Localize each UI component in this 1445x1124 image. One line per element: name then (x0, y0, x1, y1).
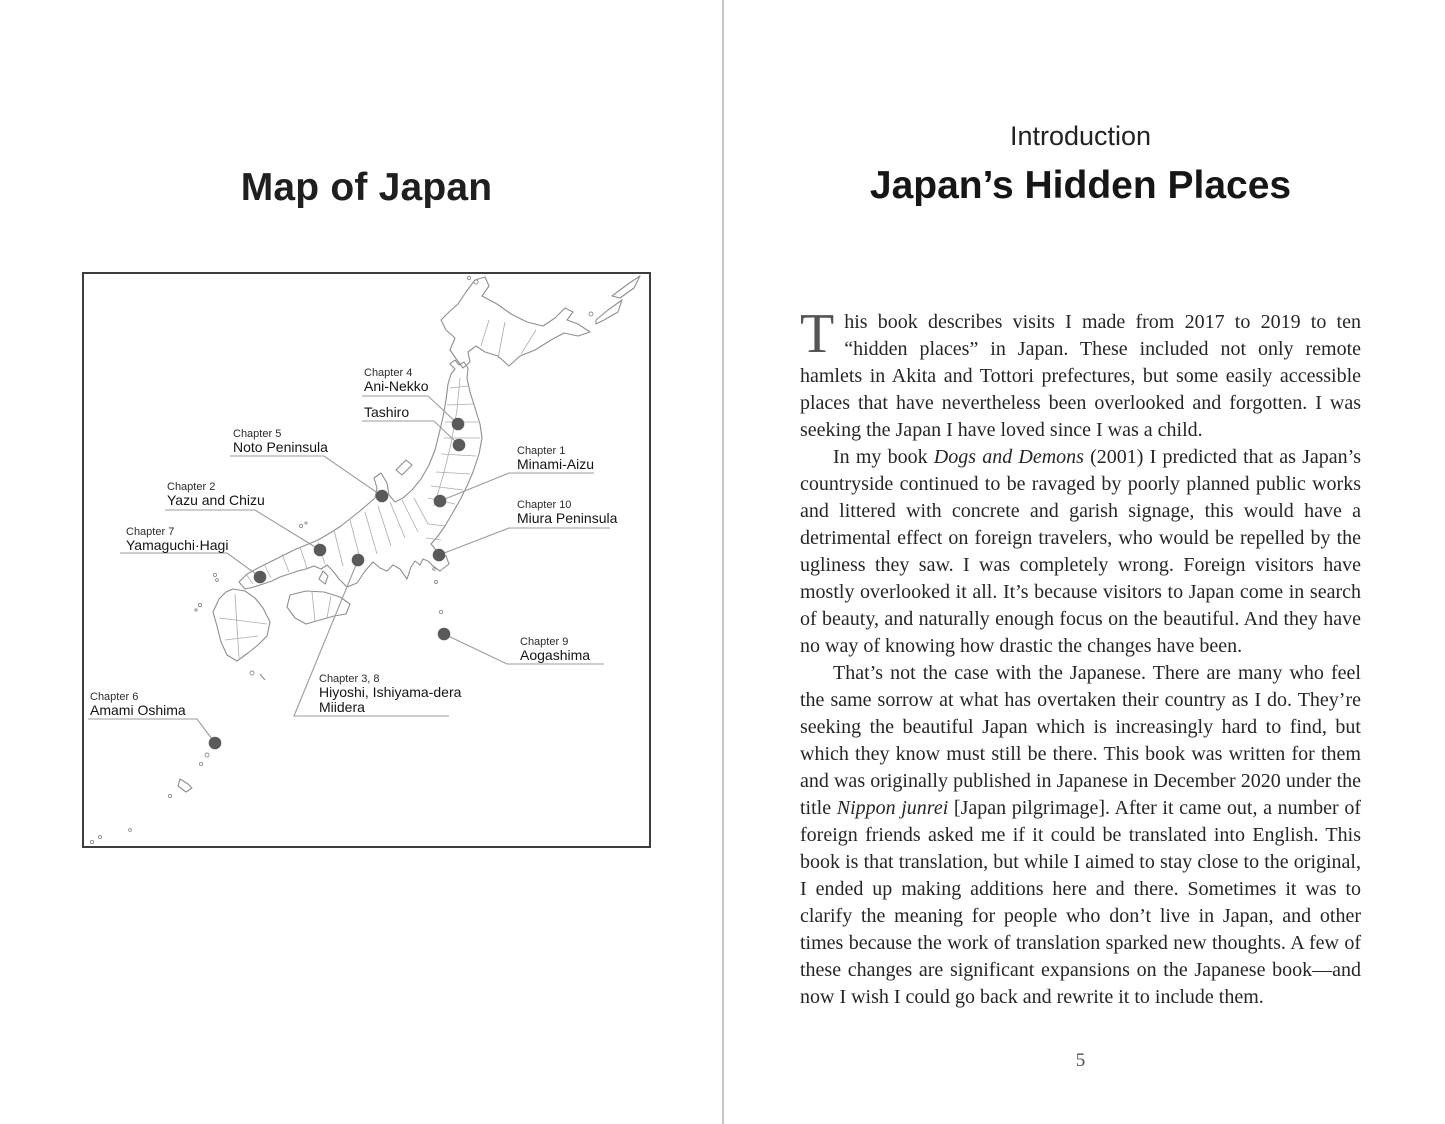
japan-coastline (90, 276, 640, 844)
map-place-label: Minami-Aizu (517, 456, 595, 472)
paragraph (800, 444, 1361, 660)
map-leader-line (362, 421, 459, 445)
text-segment: [Japan pilgrimage]. After it came out, a number of foreign friends asked me if it could be translated into English. This book is that translation, but while I aimed to stay close to the original, I ended up making additions here and there. Sometimes it was to clarify the meaning for people who don’t live in Japan, and other times because the work of translation sparked new thoughts. A few of these changes are significant expansions on the Japanese book—and now I wish I could go back and rewrite it to include them. (800, 797, 1361, 1008)
map-leader-line (440, 473, 594, 501)
text-segment: In my book (833, 446, 934, 468)
map-location-dot (433, 549, 446, 562)
map-chapter-label: Chapter 3, 8 (319, 673, 380, 685)
right-page (800, 0, 1361, 1124)
map-chapter-label: Chapter 5 (233, 428, 282, 440)
map-location-dot (376, 490, 389, 503)
map-location-dot (314, 544, 327, 557)
page-number: 5 (1075, 1050, 1086, 1071)
text-segment: his book describes visits I made from 2017 to 2019 to ten “hidden places” in Japan. These included not only remote hamlets in Akita and Tottori prefectures, but some easily accessible places that have nevertheless been overlooked and forgotten. I was seeking the Japan I have loved since I was a child. (800, 311, 1361, 441)
japan-map (84, 274, 649, 846)
map-location-dot (438, 628, 451, 641)
body-text (800, 303, 1361, 1011)
map-chapter-label: Chapter 2 (167, 481, 216, 493)
chapter-title: Japan’s Hidden Places (869, 164, 1292, 207)
italic-text: Nippon junrei (836, 797, 949, 819)
map-page-title: Map of Japan (240, 166, 493, 209)
map-place-label: Yamaguchi·Hagi (126, 537, 229, 553)
map-chapter-label: Chapter 1 (517, 445, 566, 457)
map-place-label: Amami Oshima (90, 702, 186, 718)
map-location-dot (352, 554, 365, 567)
map-location-dot (434, 495, 447, 508)
map-location-dot (254, 571, 267, 584)
map-place-label: Miura Peninsula (517, 510, 618, 526)
paragraph (800, 303, 1361, 444)
japan-map-figure (82, 272, 651, 848)
text-segment: (2001) I predicted that as Japan’s countryside continued to be ravaged by poorly planned public works and littered with concrete and garish signage, this would have a detrimental effect on foreign travelers, who would be repelled by the ugliness they saw. I was completely wrong. Foreign visitors have mostly overlooked it all. It’s because visitors to Japan come in search of beauty, and naturally enough focus on the beautiful. And they have no way of knowing how drastic the changes have been. (800, 446, 1361, 657)
map-place-label: Yazu and Chizu (167, 492, 265, 508)
map-place-label: Miidera (319, 699, 365, 715)
map-place-label: Aogashima (520, 647, 591, 663)
map-location-dot (452, 418, 465, 431)
italic-text: Dogs and Demons (933, 446, 1084, 468)
map-chapter-label: Chapter 6 (90, 691, 139, 703)
map-leader-line (120, 553, 260, 577)
map-place-label: Ani-Nekko (364, 378, 429, 394)
map-location-dot (453, 439, 466, 452)
map-place-label: Hiyoshi, Ishiyama-dera (319, 684, 462, 700)
chapter-kicker: Introduction (1009, 121, 1152, 151)
text-segment: That’s not the case with the Japanese. There are many who feel the same sorrow at what has overtaken their country as I do. They’re seeking the beautiful Japan which is increasingly hard to find, but which they know must still be there. This book was written for them and was originally published in Japanese in December 2020 under the title (800, 662, 1361, 819)
page-divider (722, 0, 724, 1124)
paragraph (800, 660, 1361, 1011)
map-chapter-label: Chapter 10 (517, 499, 572, 511)
map-chapter-label: Chapter 7 (126, 526, 175, 538)
drop-cap: T (800, 303, 835, 365)
map-place-label: Noto Peninsula (233, 439, 328, 455)
map-markers (88, 367, 618, 749)
map-chapter-label: Chapter 9 (520, 636, 569, 648)
map-leader-line (230, 456, 382, 496)
map-leader-line (439, 528, 610, 555)
map-chapter-label: Chapter 4 (364, 367, 413, 379)
map-leader-line (88, 719, 215, 743)
map-place-label: Tashiro (364, 404, 410, 420)
map-location-dot (209, 737, 222, 750)
